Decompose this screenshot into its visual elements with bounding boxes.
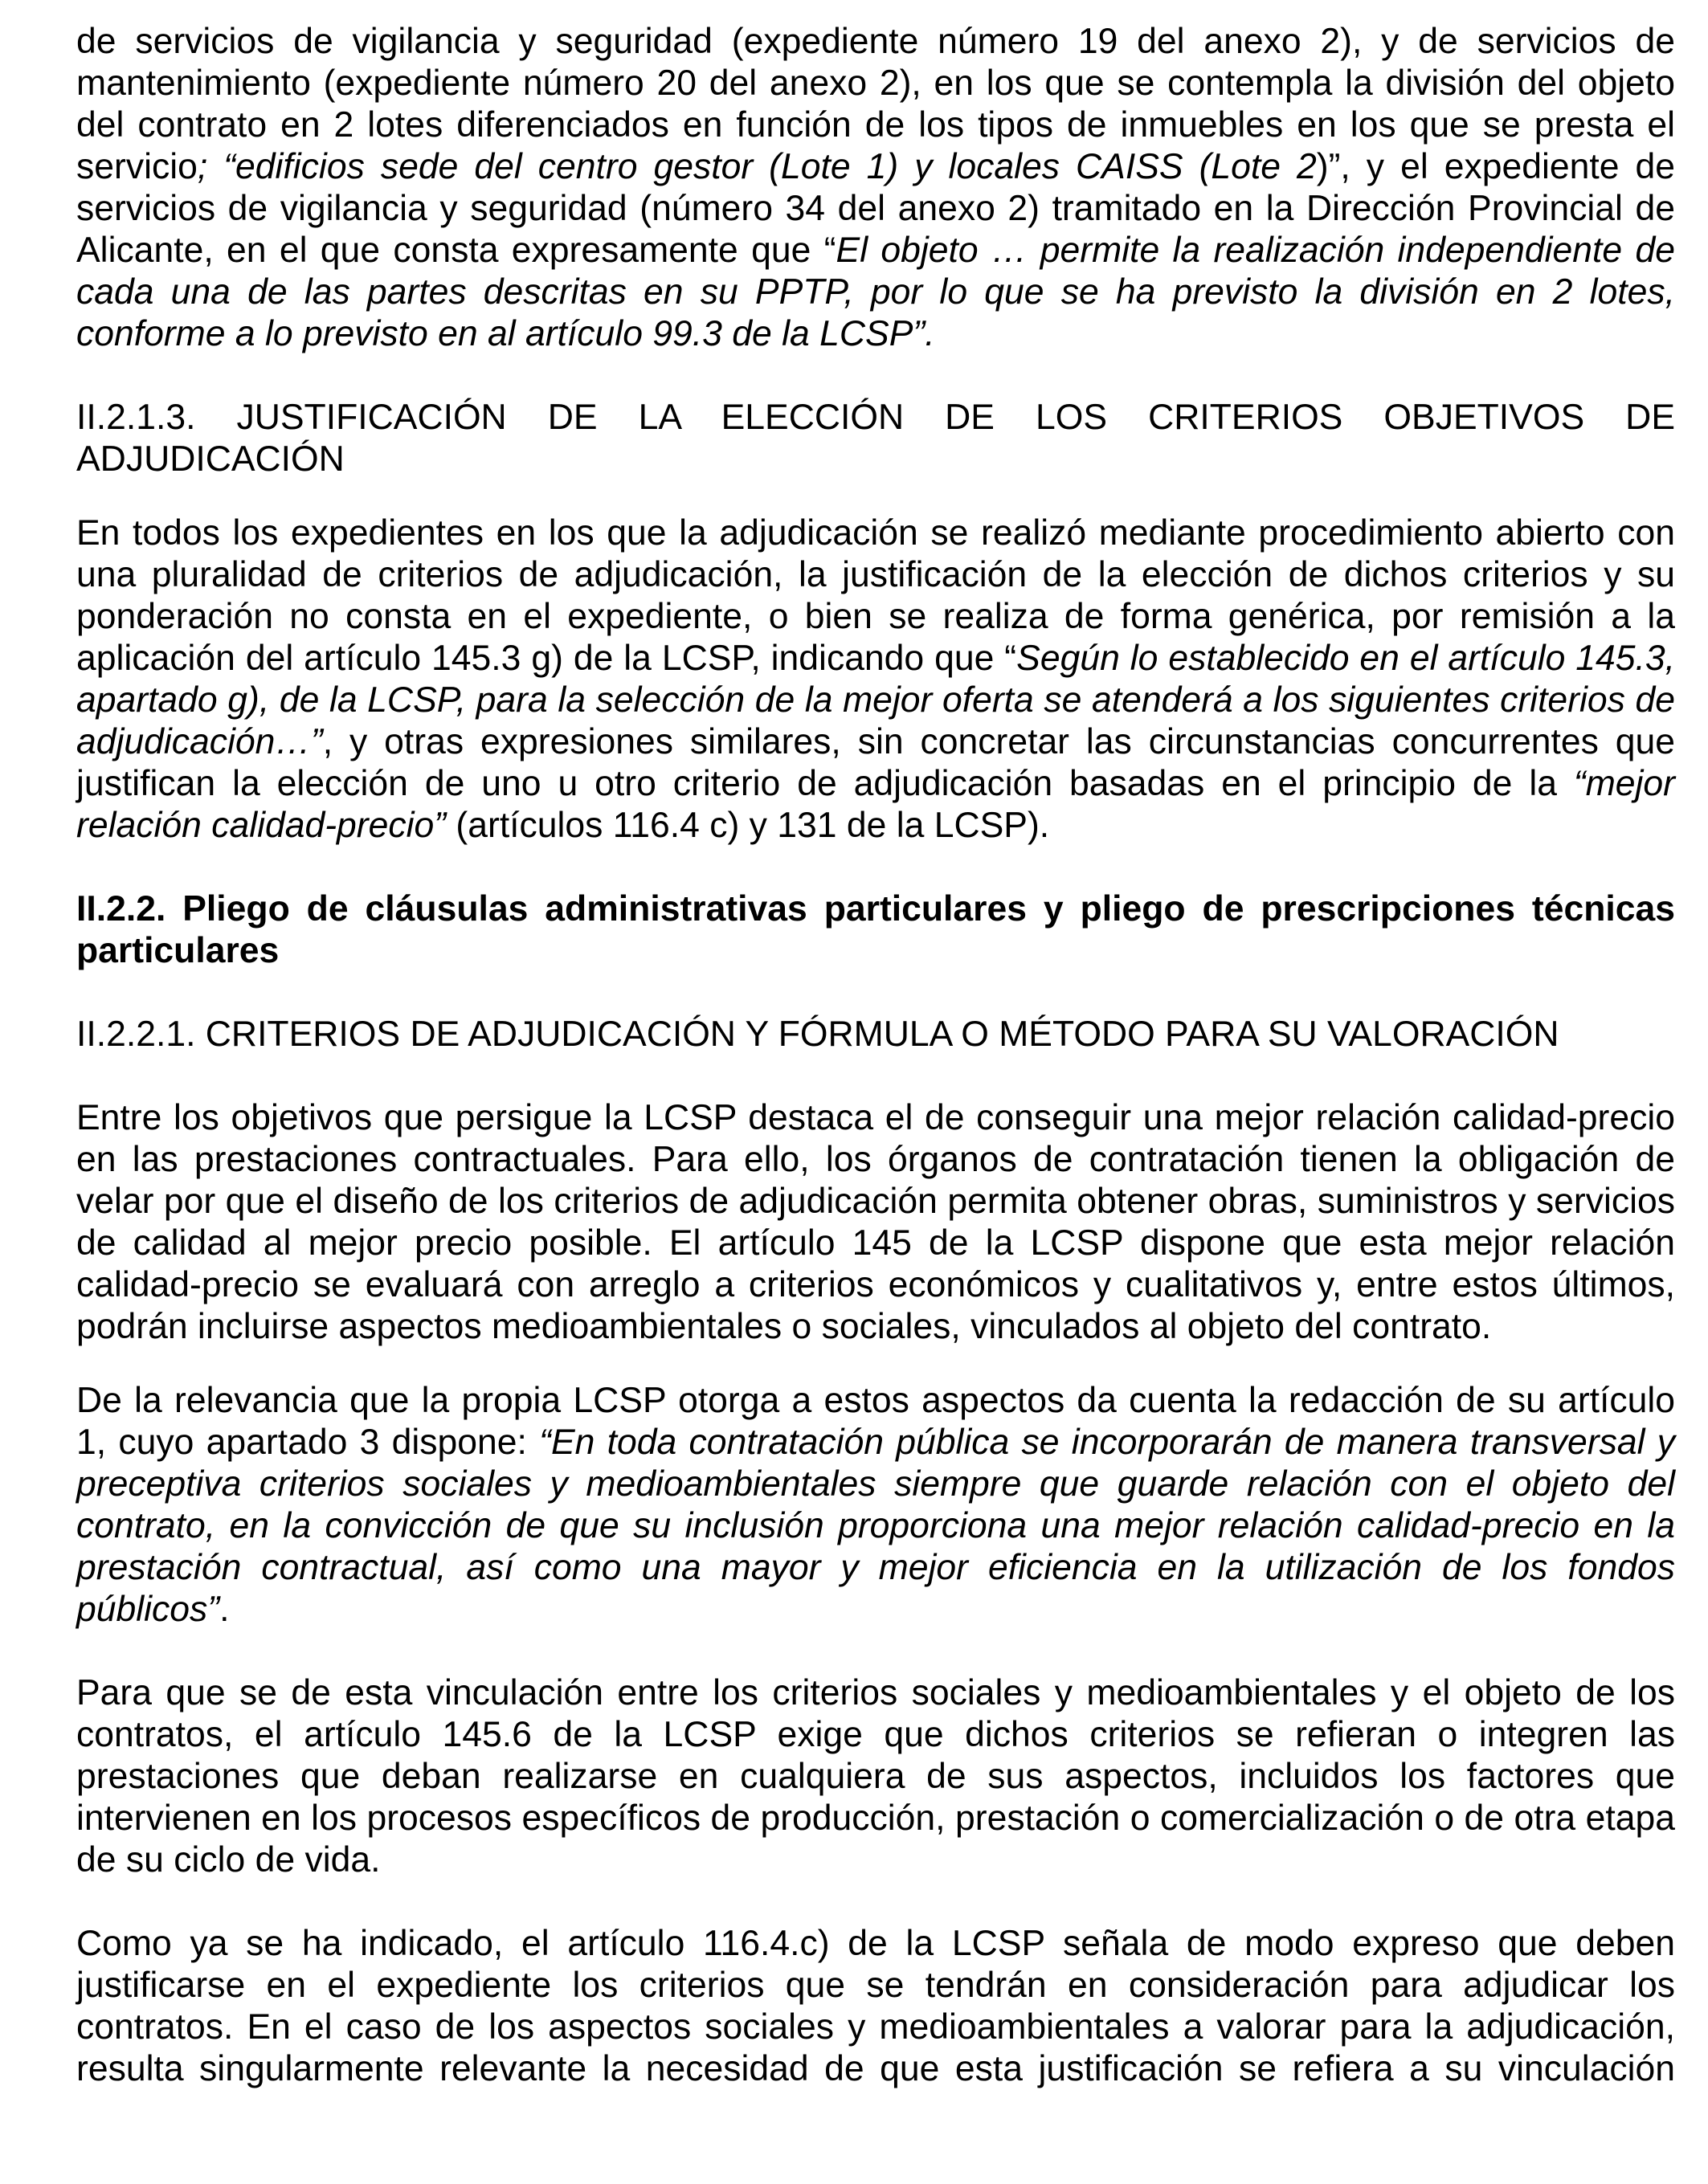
italic-run: “mejor relación calidad-precio” — [76, 764, 1675, 845]
italic-run: El objeto … permite la realización independiente de cada una de las partes descritas en su PPTP, por lo que se ha previsto la división en 2 lotes, conforme a lo previsto en al artículo 99.3 de la LCSP”. — [76, 231, 1675, 353]
paragraph-objetivos-lcsp: Entre los objetivos que persigue la LCSP destaca el de conseguir una mejor relación calidad-precio en las prestaciones contractuales. Para ello, los órganos de contratación tienen la obligación de velar por que el diseño de los criterios de adjudicación permita obtener obras, suministros y servicios de calidad al mejor precio posible. El artículo 145 de la LCSP dispone que esta mejor relación calidad-precio se evaluará con arreglo a criterios económicos y cualitativos y, entre estos últimos, podrán incluirse aspectos medioambientales o sociales, vinculados al objeto del contrato. — [76, 1098, 1675, 1346]
paragraph-vinculacion: Para que se de esta vinculación entre los criterios sociales y medioambientales y el objeto de los contratos, el artículo 145.6 de la LCSP exige que dichos criterios se refieran o integren las prestaciones que deban realizarse en cualquiera de sus aspectos, incluidos los factores que intervienen en los procesos específicos de producción, prestación o comercialización o de otra etapa de su ciclo de vida. — [76, 1673, 1675, 1880]
italic-run: Según lo establecido en el artículo 145.3, apartado g), de la LCSP, para la selección de la mejor oferta se atenderá a los siguientes criterios de adjudicación…” — [76, 639, 1676, 761]
heading-line: ADJUDICACIÓN — [76, 439, 345, 479]
paragraph-criterios-justificacion — [76, 512, 1675, 847]
document-page — [76, 21, 1675, 2090]
italic-run: ; “edificios sede del centro gestor (Lote 1) y locales CAISS (Lote 2 — [197, 147, 1317, 186]
text-run: De la relevancia que la propia LCSP otorga a estos aspectos da cuenta la redacción de su artículo 1, cuyo apartado 3 dispone: — [76, 1381, 1675, 1462]
heading-line: II.2.1.3. JUSTIFICACIÓN DE LA ELECCIÓN DE LOS CRITERIOS OBJETIVOS DE — [76, 398, 1675, 437]
section-heading-criterios-adjudicacion: II.2.2.1. CRITERIOS DE ADJUDICACIÓN Y FÓRMULA O MÉTODO PARA SU VALORACIÓN — [76, 1014, 1559, 1054]
text-run: )”, y el expediente de servicios de vigilancia y seguridad (número 34 del anexo 2) tramitado en la Dirección Provincial de Alicante, en el que consta expresamente que “ — [76, 147, 1675, 270]
italic-run: “En toda contratación pública se incorporarán de manera transversal y preceptiva criterios sociales y medioambientales siempre que guarde relación con el objeto del contrato, en la convicción de que su inclusión proporciona una mejor relación calidad-precio en la prestación contractual, así como una mayor y mejor eficiencia en la utilización de los fondos públicos” — [76, 1423, 1675, 1629]
section-heading-justificacion — [76, 397, 1675, 480]
paragraph-lotes — [76, 21, 1675, 355]
text-run: de servicios de vigilancia y seguridad (expediente número 19 del anexo 2), y de servicios de mantenimiento (expediente número 20 del anexo 2), en los que se contempla la división del objeto del contrato en 2 lotes diferenciados en función de los tipos de inmuebles en los que se presta el servicio — [76, 22, 1675, 186]
section-heading-pliego: II.2.2. Pliego de cláusulas administrativas particulares y pliego de prescripciones técnicas particulares — [76, 889, 1675, 970]
text-run: En todos los expedientes en los que la adjudicación se realizó mediante procedimiento abierto con una pluralidad de criterios de adjudicación, la justificación de la elección de dichos criterios y su ponderación no consta en el expediente, o bien se realiza de forma genérica, por remisión a la aplicación del artículo 145.3 g) de la LCSP, indicando que “ — [76, 513, 1675, 678]
text-run: (artículos 116.4 c) y 131 de la LCSP). — [446, 806, 1050, 845]
paragraph-articulo-116: Como ya se ha indicado, el artículo 116.4.c) de la LCSP señala de modo expreso que deben justificarse en el expediente los criterios que se tendrán en consideración para adjudicar los contratos. En el caso de los aspectos sociales y medioambientales a valorar para la adjudicación, resulta singularmente relevante la necesidad de que esta justificación se refiera a su vinculación — [76, 1924, 1675, 2088]
paragraph-relevancia — [76, 1380, 1675, 1631]
text-run: . — [219, 1590, 230, 1629]
text-run: , y otras expresiones similares, sin concretar las circunstancias concurrentes que justifican la elección de uno u otro criterio de adjudicación basadas en el principio de la — [76, 722, 1675, 803]
